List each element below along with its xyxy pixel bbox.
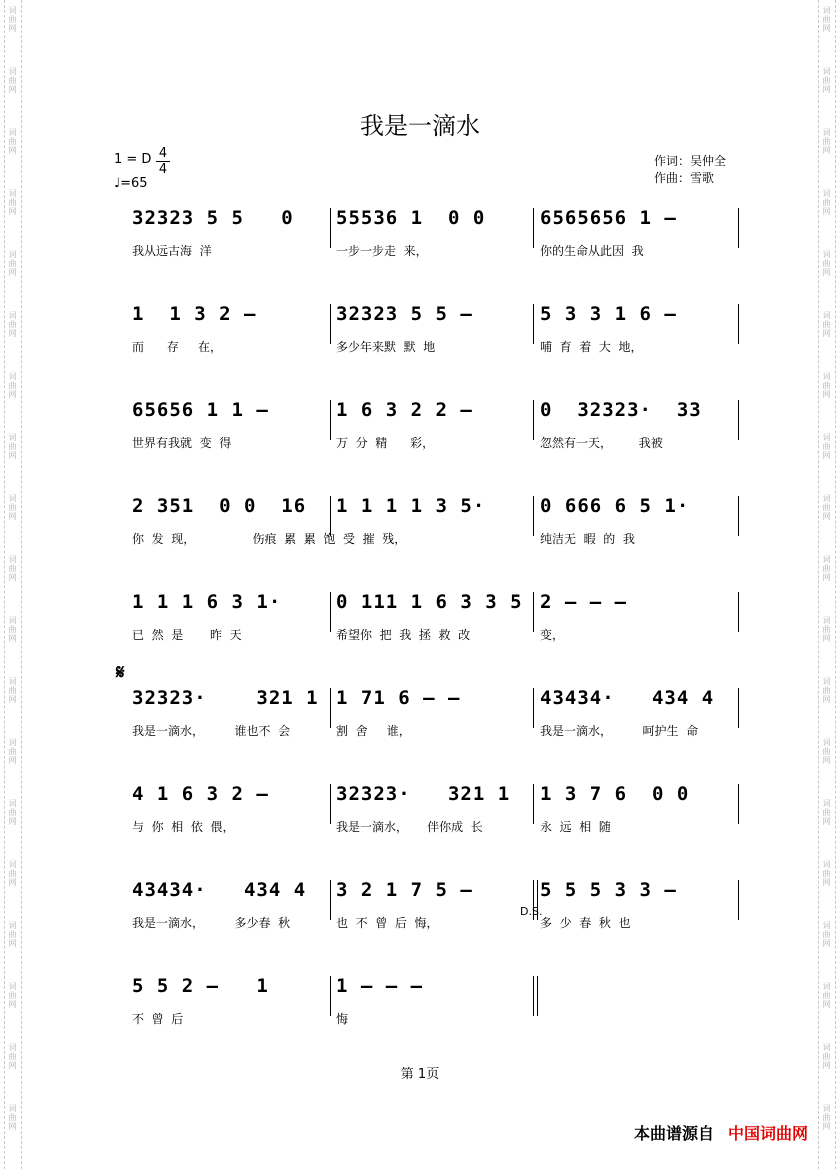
score-line [0,392,840,488]
note-group: 1 3 7 6 0 0 [540,783,690,805]
lyricist-credit: 作词：吴仲全 [654,154,727,168]
bar-line [330,496,331,536]
bar-line [330,304,331,344]
bar-line [533,496,534,536]
lyric-text: 一步一步走 来， [336,244,428,258]
score-line [0,680,840,776]
watermark-text: 词曲网 [822,189,831,216]
lyric-text: 我是一滴水， 多少春 秋 [132,916,291,930]
watermark-text: 词曲网 [8,677,17,704]
bar-line [330,592,331,632]
watermark-text: 词曲网 [822,921,831,948]
bar-line [330,208,331,248]
note-group: 1 71 6 – – [336,687,461,709]
bar-line [533,592,534,632]
bar-line [533,784,534,824]
lyric-text: 世界有我就 变 得 [132,436,232,450]
watermark-text: 词曲网 [822,494,831,521]
song-title: 我是一滴水 [360,112,480,140]
watermark-text: 词曲网 [822,128,831,155]
lyric-text: 已 然 是 昨 天 [132,628,242,642]
watermark-text: 词曲网 [8,616,17,643]
note-group: 0 666 6 5 1· [540,495,690,517]
watermark-text: 词曲网 [822,616,831,643]
time-signature-bottom: 4 [158,162,168,177]
ds-marking: D.S. [520,905,543,918]
watermark-text: 词曲网 [8,189,17,216]
watermark-text: 词曲网 [8,6,17,33]
watermark-text: 词曲网 [8,555,17,582]
lyric-text: 悔 [336,1012,349,1026]
score-line [0,584,840,680]
bar-line [738,688,739,728]
note-group: 3 2 1 7 5 – [336,879,473,901]
lyric-text: 希望你 把 我 拯 救 改 [336,628,471,642]
note-group: 0 111 1 6 3 3 5 [336,591,523,613]
watermark-text: 词曲网 [822,67,831,94]
page-number: 第 1页 [400,1067,440,1082]
key-signature: 1 = D [114,152,152,167]
composer-credit: 作曲：雪歌 [654,171,715,185]
watermark-text: 词曲网 [8,1104,17,1131]
watermark-text: 词曲网 [822,555,831,582]
watermark-text: 词曲网 [822,1043,831,1070]
score-line [0,776,840,872]
lyric-text: 我是一滴水， 伴你成 长 [336,820,483,834]
note-group: 32323 5 5 0 [132,207,294,229]
note-group: 4 1 6 3 2 – [132,783,269,805]
lyric-text: 万 分 精 彩， [336,436,435,450]
bar-line [738,400,739,440]
lyric-text: 割 舍 谁， [336,724,411,738]
watermark-text: 词曲网 [8,128,17,155]
note-group: 32323 5 5 – [336,303,473,325]
watermark-text: 词曲网 [8,799,17,826]
bar-line [738,880,739,920]
bar-line [533,400,534,440]
watermark-text: 词曲网 [8,860,17,887]
note-group: 55536 1 0 0 [336,207,486,229]
bar-line [330,880,331,920]
watermark-text: 词曲网 [822,6,831,33]
bar-line [738,304,739,344]
watermark-text: 词曲网 [822,738,831,765]
source-label: 本曲谱源自 [633,1124,714,1143]
bar-line [330,688,331,728]
score-line [0,296,840,392]
note-group: 1 – – – [336,975,424,997]
note-group: 32323· 321 1 [132,687,319,709]
note-group: 6565656 1 – [540,207,677,229]
watermark-text: 词曲网 [8,982,17,1009]
lyric-text: 与 你 相 依 偎， [132,820,235,834]
bar-line [533,976,538,1016]
lyric-text: 不 曾 后 [132,1012,184,1026]
lyric-text: 我从远古海 洋 [132,244,212,258]
tempo-marking: ♩=65 [114,176,148,191]
score-line [0,488,840,584]
watermark-text: 词曲网 [8,494,17,521]
lyric-text: 你 发 现， 伤痕 累 累 饱 受 摧 残， [132,532,407,546]
bar-line [738,784,739,824]
watermark-text: 词曲网 [8,311,17,338]
bar-line [738,592,739,632]
watermark-text: 词曲网 [8,372,17,399]
time-signature-top: 4 [158,146,168,161]
note-group: 32323· 321 1 [336,783,511,805]
watermark-text: 词曲网 [822,982,831,1009]
lyric-text: 变， [540,628,565,642]
bar-line [330,976,331,1016]
watermark-text: 词曲网 [822,799,831,826]
lyric-text: 而 存 在， [132,340,222,354]
note-group: 5 5 5 3 3 – [540,879,677,901]
note-group: 2 – – – [540,591,628,613]
lyric-text: 忽然有一天， 我被 [540,436,663,450]
lyric-text: 哺 育 着 大 地， [540,340,643,354]
note-group: 0 32323· 33 [540,399,702,421]
bar-line [533,208,534,248]
lyric-text: 你的生命从此因 我 [540,244,644,258]
watermark-text: 词曲网 [8,738,17,765]
watermark-text: 词曲网 [822,311,831,338]
lyric-text: 也 不 曾 后 悔， [336,916,439,930]
watermark-text: 词曲网 [8,67,17,94]
bar-line [738,208,739,248]
lyric-text: 纯洁无 暇 的 我 [540,532,635,546]
score-line [0,200,840,296]
bar-line [533,304,534,344]
source-attribution [634,1121,808,1144]
score-line [0,968,840,1064]
note-group: 43434· 434 4 [132,879,307,901]
segno-sign: 𝄋 [116,660,125,684]
watermark-text: 词曲网 [822,860,831,887]
note-group: 5 3 3 1 6 – [540,303,677,325]
note-group: 5 5 2 – 1 [132,975,269,997]
quarter-note-icon: ♩ [114,176,121,191]
bar-line [533,688,534,728]
watermark-text: 词曲网 [8,250,17,277]
watermark-text: 词曲网 [822,372,831,399]
note-group: 1 6 3 2 2 – [336,399,473,421]
note-group: 43434· 434 4 [540,687,715,709]
watermark-text: 词曲网 [8,1043,17,1070]
watermark-text: 词曲网 [822,433,831,460]
source-site: 中国词曲网 [727,1124,808,1143]
bar-line [738,496,739,536]
watermark-text: 词曲网 [8,921,17,948]
bar-line [330,400,331,440]
note-group: 1 1 1 6 3 1· [132,591,282,613]
lyric-text: 永 远 相 随 [540,820,611,834]
note-group: 65656 1 1 – [132,399,269,421]
note-group: 1 1 1 1 3 5· [336,495,486,517]
time-signature [156,146,170,177]
note-group: 1 1 3 2 – [132,303,257,325]
note-group: 2 351 0 0 16 [132,495,307,517]
watermark-text: 词曲网 [8,433,17,460]
watermark-text: 词曲网 [822,250,831,277]
watermark-text: 词曲网 [822,1104,831,1131]
score-line [0,872,840,968]
lyric-text: 我是一滴水， 呵护生 命 [540,724,699,738]
bar-line [330,784,331,824]
note-group [540,968,730,1004]
watermark-text: 词曲网 [822,677,831,704]
lyric-text: 多少年来默 默 地 [336,340,436,354]
lyric-text: 我是一滴水， 谁也不 会 [132,724,291,738]
lyric-text: 多 少 春 秋 也 [540,916,631,930]
